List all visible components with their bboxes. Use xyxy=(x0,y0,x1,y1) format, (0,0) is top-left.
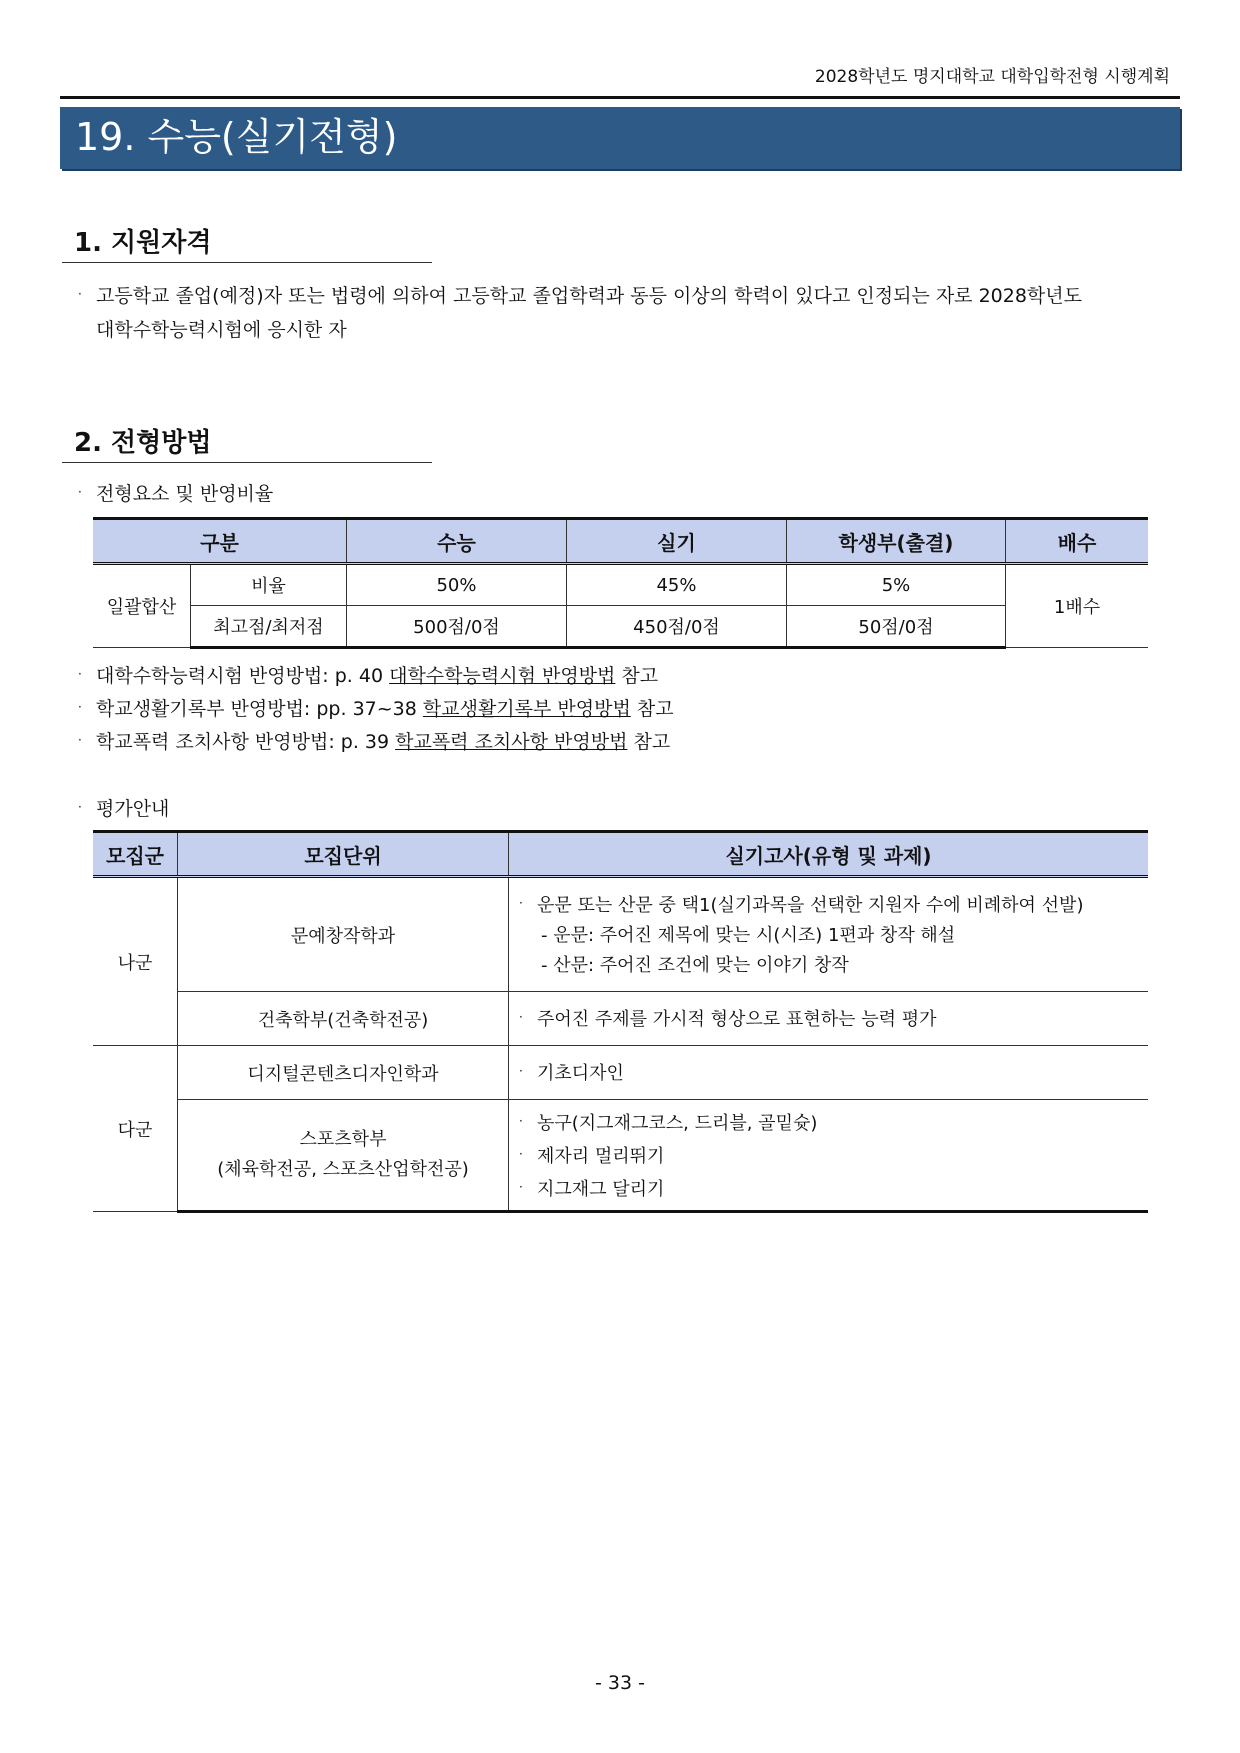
ratio-cell: 500점/0점 xyxy=(347,606,567,648)
eval-group-cell: 다군 xyxy=(93,1046,178,1212)
table-row xyxy=(93,992,1148,1046)
eval-unit-cell: 문예창작학과 xyxy=(178,877,509,992)
note-link-hakseng[interactable]: 학교생활기록부 반영방법 xyxy=(422,698,631,720)
ratio-cell: 45% xyxy=(567,564,787,606)
section1-title: 1. 지원자격 xyxy=(74,228,212,258)
table-row xyxy=(93,1046,1148,1100)
eval-unit-cell xyxy=(178,1100,509,1212)
eval-table-header-row xyxy=(93,832,1148,877)
ratio-table xyxy=(93,517,1148,649)
eval-task-cell xyxy=(509,877,1149,992)
eval-group-cell: 나군 xyxy=(93,877,178,1046)
section2-title: 2. 전형방법 xyxy=(74,428,212,458)
table-row xyxy=(93,564,1148,606)
ratio-multiple-cell: 1배수 xyxy=(1006,564,1149,648)
eval-unit-subname: (체육학전공, 스포츠산업학전공) xyxy=(217,1159,469,1180)
eval-header-unit: 모집단위 xyxy=(178,832,509,877)
ratio-header-category: 구분 xyxy=(93,519,347,564)
eval-task-cell xyxy=(509,1046,1149,1100)
ratio-label: · 전형요소 및 반영비율 xyxy=(78,483,274,505)
note-link-violence[interactable]: 학교폭력 조치사항 반영방법 xyxy=(395,731,628,753)
section1-rule xyxy=(62,262,432,263)
section-title-bar xyxy=(60,107,1180,169)
eval-header-group: 모집군 xyxy=(93,832,178,877)
note-violence: · 학교폭력 조치사항 반영방법: p. 39 학교폭력 조치사항 반영방법 참고 xyxy=(78,731,671,753)
table-row xyxy=(93,606,1148,648)
ratio-header-multiple: 배수 xyxy=(1006,519,1149,564)
ratio-cell: 5% xyxy=(787,564,1006,606)
bullet-dot: · xyxy=(78,667,82,681)
eval-task-line: · 지그재그 달리기 xyxy=(519,1178,665,1200)
eval-unit-cell: 디지털콘텐츠디자인학과 xyxy=(178,1046,509,1100)
eval-header-task: 실기고사(유형 및 과제) xyxy=(509,832,1149,877)
eval-table xyxy=(93,830,1148,1213)
eligibility-text-line2: 대학수학능력시험에 응시한 자 xyxy=(96,319,347,341)
bullet-dot: · xyxy=(78,287,82,301)
section2-rule xyxy=(62,462,432,463)
ratio-group-cell: 일괄합산 xyxy=(93,564,191,648)
note-suneung: · 대학수학능력시험 반영방법: p. 40 대학수학능력시험 반영방법 참고 xyxy=(78,665,659,687)
note-link-suneung[interactable]: 대학수학능력시험 반영방법 xyxy=(389,665,616,687)
bullet-dot: · xyxy=(78,700,82,714)
ratio-row-label: 비율 xyxy=(191,564,347,606)
eval-task-line: · 주어진 주제를 가시적 형상으로 표현하는 능력 평가 xyxy=(519,1009,937,1030)
table-row xyxy=(93,877,1148,992)
ratio-cell: 50% xyxy=(347,564,567,606)
bullet-dot: · xyxy=(78,733,82,747)
page-title: 19. 수능(실기전형) xyxy=(75,115,398,159)
page-number: - 33 - xyxy=(595,1672,645,1694)
running-header: 2028학년도 명지대학교 대학입학전형 시행계획 xyxy=(814,67,1170,87)
eval-task-line: · 운문 또는 산문 중 택1(실기과목을 선택한 지원자 수에 비례하여 선발) xyxy=(519,895,1084,916)
eval-unit-cell: 건축학부(건축학전공) xyxy=(178,992,509,1046)
ratio-cell: 50점/0점 xyxy=(787,606,1006,648)
eval-task-subline: - 산문: 주어진 조건에 맞는 이야기 창작 xyxy=(541,955,849,976)
ratio-cell: 450점/0점 xyxy=(567,606,787,648)
note-hakseng: · 학교생활기록부 반영방법: pp. 37~38 학교생활기록부 반영방법 참고 xyxy=(78,698,674,720)
eligibility-text-line1: · 고등학교 졸업(예정)자 또는 법령에 의하여 고등학교 졸업학력과 동등 이상의 학력이 있다고 인정되는 자로 2028학년도 xyxy=(78,285,1082,307)
header-rule xyxy=(60,96,1180,99)
ratio-row-label: 최고점/최저점 xyxy=(191,606,347,648)
eval-unit-name: 스포츠학부 xyxy=(299,1129,387,1150)
ratio-header-suneung: 수능 xyxy=(347,519,567,564)
ratio-header-silgi: 실기 xyxy=(567,519,787,564)
eval-task-line: · 제자리 멀리뛰기 xyxy=(519,1145,665,1167)
table-row xyxy=(93,1100,1148,1212)
bullet-dot: · xyxy=(78,800,82,814)
ratio-table-header-row xyxy=(93,519,1148,564)
eval-label: · 평가안내 xyxy=(78,798,170,820)
eval-task-line: · 기초디자인 xyxy=(519,1063,624,1084)
eval-task-cell xyxy=(509,1100,1149,1212)
ratio-header-hakseng: 학생부(출결) xyxy=(787,519,1006,564)
eval-task-cell xyxy=(509,992,1149,1046)
eval-task-line: · 농구(지그재그코스, 드리블, 골밑슛) xyxy=(519,1112,818,1134)
bullet-dot: · xyxy=(78,485,82,499)
eval-task-subline: - 운문: 주어진 제목에 맞는 시(시조) 1편과 창작 해설 xyxy=(541,925,956,946)
